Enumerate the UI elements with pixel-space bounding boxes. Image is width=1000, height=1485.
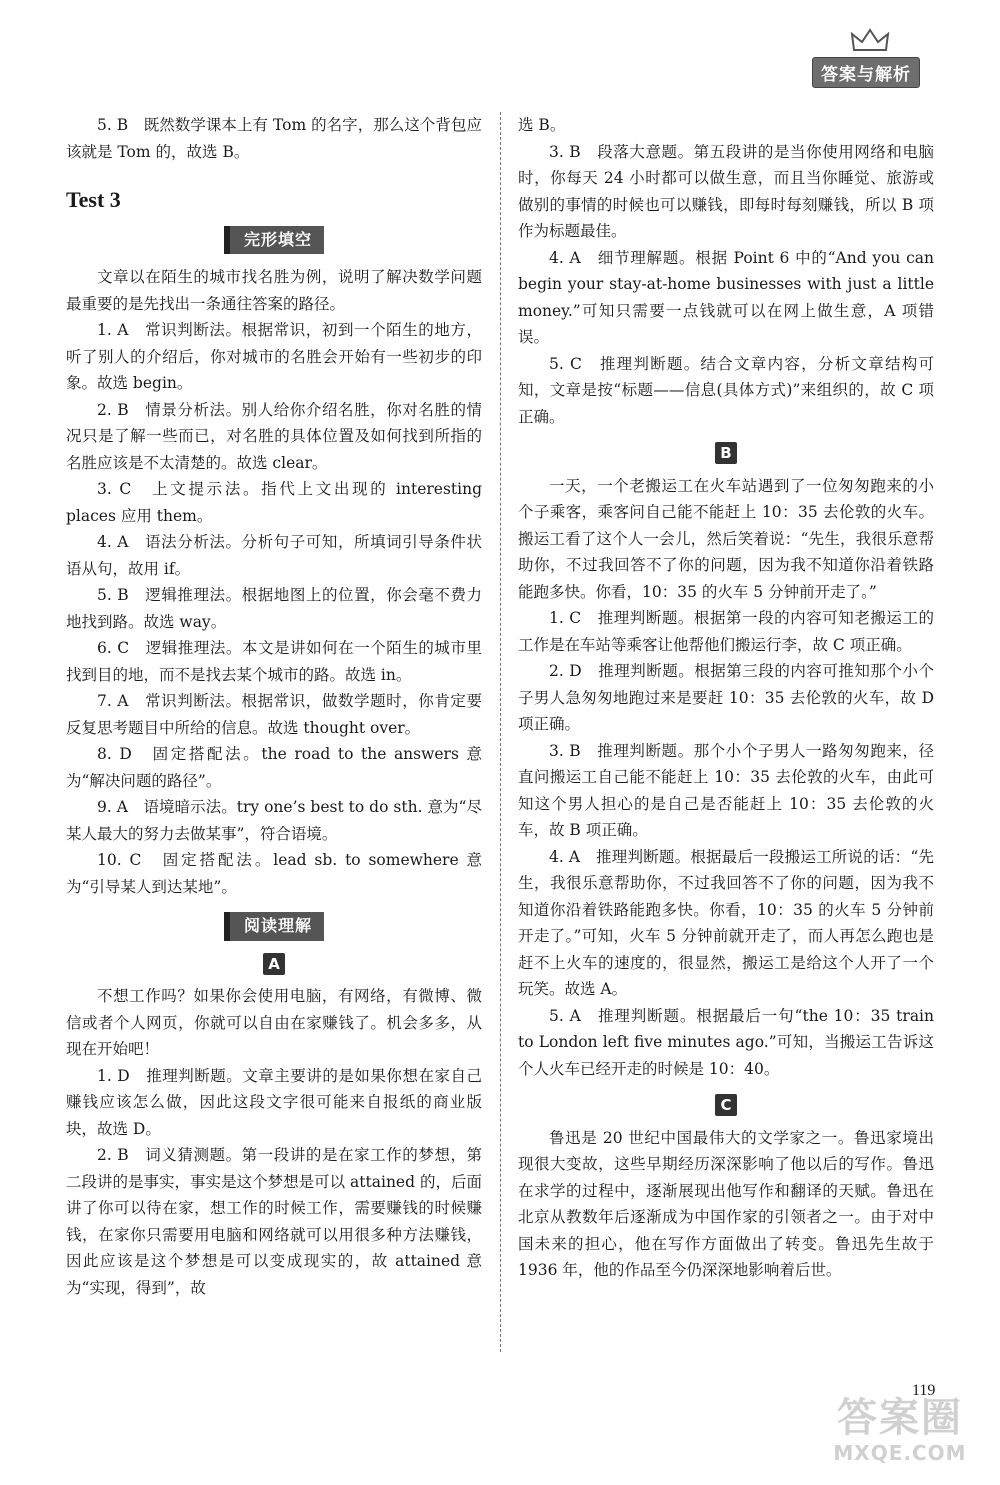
test-title: Test 3 bbox=[66, 187, 121, 212]
passage-b-item: 5. A 推理判断题。根据最后一句“the 10：35 train to London left five minutes ago.”可知，当搬运工告诉这个人火车已经开走的时候是 10：40。 bbox=[518, 1006, 934, 1078]
watermark-url: MXQE.COM bbox=[833, 1441, 967, 1465]
watermark-logo: 答案圈 bbox=[837, 1395, 963, 1441]
passage-a-item: 2. B 词义猜测题。第一段讲的是在家工作的梦想，第二段讲的是事实，事实是这个梦想是可以 attained 的，后面讲了你可以待在家，想工作的时候工作，需要赚钱的时候赚钱，在家你只需要用电脑和网络就可以用很多种方法赚钱，因此应该是这个梦想是可以变成现实的，故 attained 意为“实现，得到”，故 bbox=[66, 1146, 482, 1297]
cloze-item: 9. A 语境暗示法。try one’s best to do sth. 意为“尽某人最大的努力去做某事”，符合语境。 bbox=[66, 798, 482, 843]
passage-b-item: 1. C 推理判断题。根据第一段的内容可知老搬运工的工作是在车站等乘客让他帮他们搬运行李，故 C 项正确。 bbox=[518, 609, 934, 654]
passage-b-item: 4. A 推理判断题。根据最后一段搬运工所说的话：“先生，我很乐意帮助你，不过我回答不了你的问题，因为我不知道你沿着铁路能跑多快。你看，10：35 的火车 5 分钟前开走了。”可知，火车 5 分钟前就开走了，而人再怎么跑也是赶不上火车的速度的，很显然，搬运工是给这个人开了一个玩笑。故选 A。 bbox=[518, 847, 934, 998]
cloze-item: 3. C 上文提示法。指代上文出现的 interesting places 应用 them。 bbox=[66, 480, 482, 525]
cloze-section-label: 完形填空 bbox=[224, 226, 324, 255]
carryover-paragraph: 5. B 既然数学课本上有 Tom 的名字，那么这个背包应该就是 Tom 的，故选 B。 bbox=[66, 116, 482, 161]
passage-a-item: 3. B 段落大意题。第五段讲的是当你使用网络和电脑时，你每天 24 小时都可以做生意，而且当你睡觉、旅游或做别的事情的时候也可以赚钱，即每时每刻赚钱，所以 B 项作为标题最佳。 bbox=[518, 142, 934, 240]
reading-section-label: 阅读理解 bbox=[224, 912, 324, 941]
passage-b-letter: B bbox=[715, 442, 737, 464]
page-number: 119 bbox=[912, 1382, 936, 1399]
watermark bbox=[812, 1395, 988, 1475]
cloze-section-tag bbox=[66, 226, 482, 255]
cloze-item: 10. C 固定搭配法。lead sb. to somewhere 意为“引导某人到达某地”。 bbox=[66, 851, 482, 896]
right-column bbox=[518, 112, 934, 1284]
cloze-item: 4. A 语法分析法。分析句子可知，所填词引导条件状语从句，故用 if。 bbox=[66, 533, 482, 578]
left-column bbox=[66, 112, 482, 1301]
passage-a-tag bbox=[66, 951, 482, 978]
passage-c-tag bbox=[518, 1092, 934, 1119]
carryover-paragraph: 选 B。 bbox=[518, 116, 566, 134]
cloze-item: 6. C 逻辑推理法。本文是讲如何在一个陌生的城市里找到目的地，而不是找去某个城市的路。故选 in。 bbox=[66, 639, 482, 684]
passage-a-intro: 不想工作吗？如果你会使用电脑，有网络，有微博、微信或者个人网页，你就可以自由在家赚钱了。机会多多，从现在开始吧！ bbox=[66, 987, 482, 1058]
cloze-item: 2. B 情景分析法。别人给你介绍名胜，你对名胜的情况只是了解一些而已，对名胜的具体位置及如何找到所指的名胜应该是不太清楚的。故选 clear。 bbox=[66, 400, 482, 472]
passage-a-item: 4. A 细节理解题。根据 Point 6 中的“And you can begin your stay-at-home businesses with just a little money.”可知只需要一点钱就可以在网上做生意，A 项错误。 bbox=[518, 248, 934, 346]
passage-a-letter: A bbox=[263, 953, 285, 975]
passage-b-item: 3. B 推理判断题。那个小个子男人一路匆匆跑来，径直问搬运工自己能不能赶上 10：35 去伦敦的火车，由此可知这个男人担心的是自己是否能赶上 10：35 去伦敦的火车，故 B 项正确。 bbox=[518, 741, 934, 839]
cloze-item: 7. A 常识判断法。根据常识，做数学题时，你肯定要反复思考题目中所给的信息。故选 thought over。 bbox=[66, 692, 482, 737]
passage-c-intro: 鲁迅是 20 世纪中国最伟大的文学家之一。鲁迅家境出现很大变故，这些早期经历深深影响了他以后的写作。鲁迅在求学的过程中，逐渐展现出他写作和翻译的天赋。鲁迅在北京从教数年后逐渐成为中国作家的引领者之一。由于对中国未来的担心，他在写作方面做出了转变。鲁迅先生故于 1936 年，他的作品至今仍深深地影响着后世。 bbox=[518, 1128, 934, 1279]
header-badge bbox=[796, 48, 936, 88]
passage-b-tag bbox=[518, 440, 934, 467]
cloze-item: 1. A 常识判断法。根据常识，初到一个陌生的地方，听了别人的介绍后，你对城市的名胜会开始有一些初步的印象。故选 begin。 bbox=[66, 321, 482, 392]
passage-b-item: 2. D 推理判断题。根据第三段的内容可推知那个小个子男人急匆匆地跑过来是要赶 10：35 去伦敦的火车，故 D 项正确。 bbox=[518, 662, 934, 733]
header-badge-label: 答案与解析 bbox=[812, 57, 920, 88]
column-divider bbox=[500, 112, 501, 1352]
passage-b-intro: 一天，一个老搬运工在火车站遇到了一位匆匆跑来的小个子乘客，乘客问自己能不能赶上 10：35 去伦敦的火车。搬运工看了这个人一会儿，然后笑着说：“先生，我很乐意帮助你，不过我回答不了你的问题，因为我不知道你沿着铁路能跑多快。你看，10：35 的火车 5 分钟前开走了。” bbox=[518, 476, 934, 601]
cloze-item: 5. B 逻辑推理法。根据地图上的位置，你会毫不费力地找到路。故选 way。 bbox=[66, 586, 482, 631]
cloze-item: 8. D 固定搭配法。the road to the answers 意为“解决问题的路径”。 bbox=[66, 745, 482, 790]
passage-a-item: 5. C 推理判断题。结合文章内容，分析文章结构可知，文章是按“标题——信息(具体方式)”来组织的，故 C 项正确。 bbox=[518, 354, 934, 426]
passage-a-item: 1. D 推理判断题。文章主要讲的是如果你想在家自己赚钱应该怎么做，因此这段文字很可能来自报纸的商业版块，故选 D。 bbox=[66, 1066, 482, 1138]
reading-section-tag bbox=[66, 912, 482, 941]
cloze-intro: 文章以在陌生的城市找名胜为例，说明了解决数学问题最重要的是先找出一条通往答案的路径。 bbox=[66, 268, 482, 313]
passage-c-letter: C bbox=[715, 1094, 737, 1116]
